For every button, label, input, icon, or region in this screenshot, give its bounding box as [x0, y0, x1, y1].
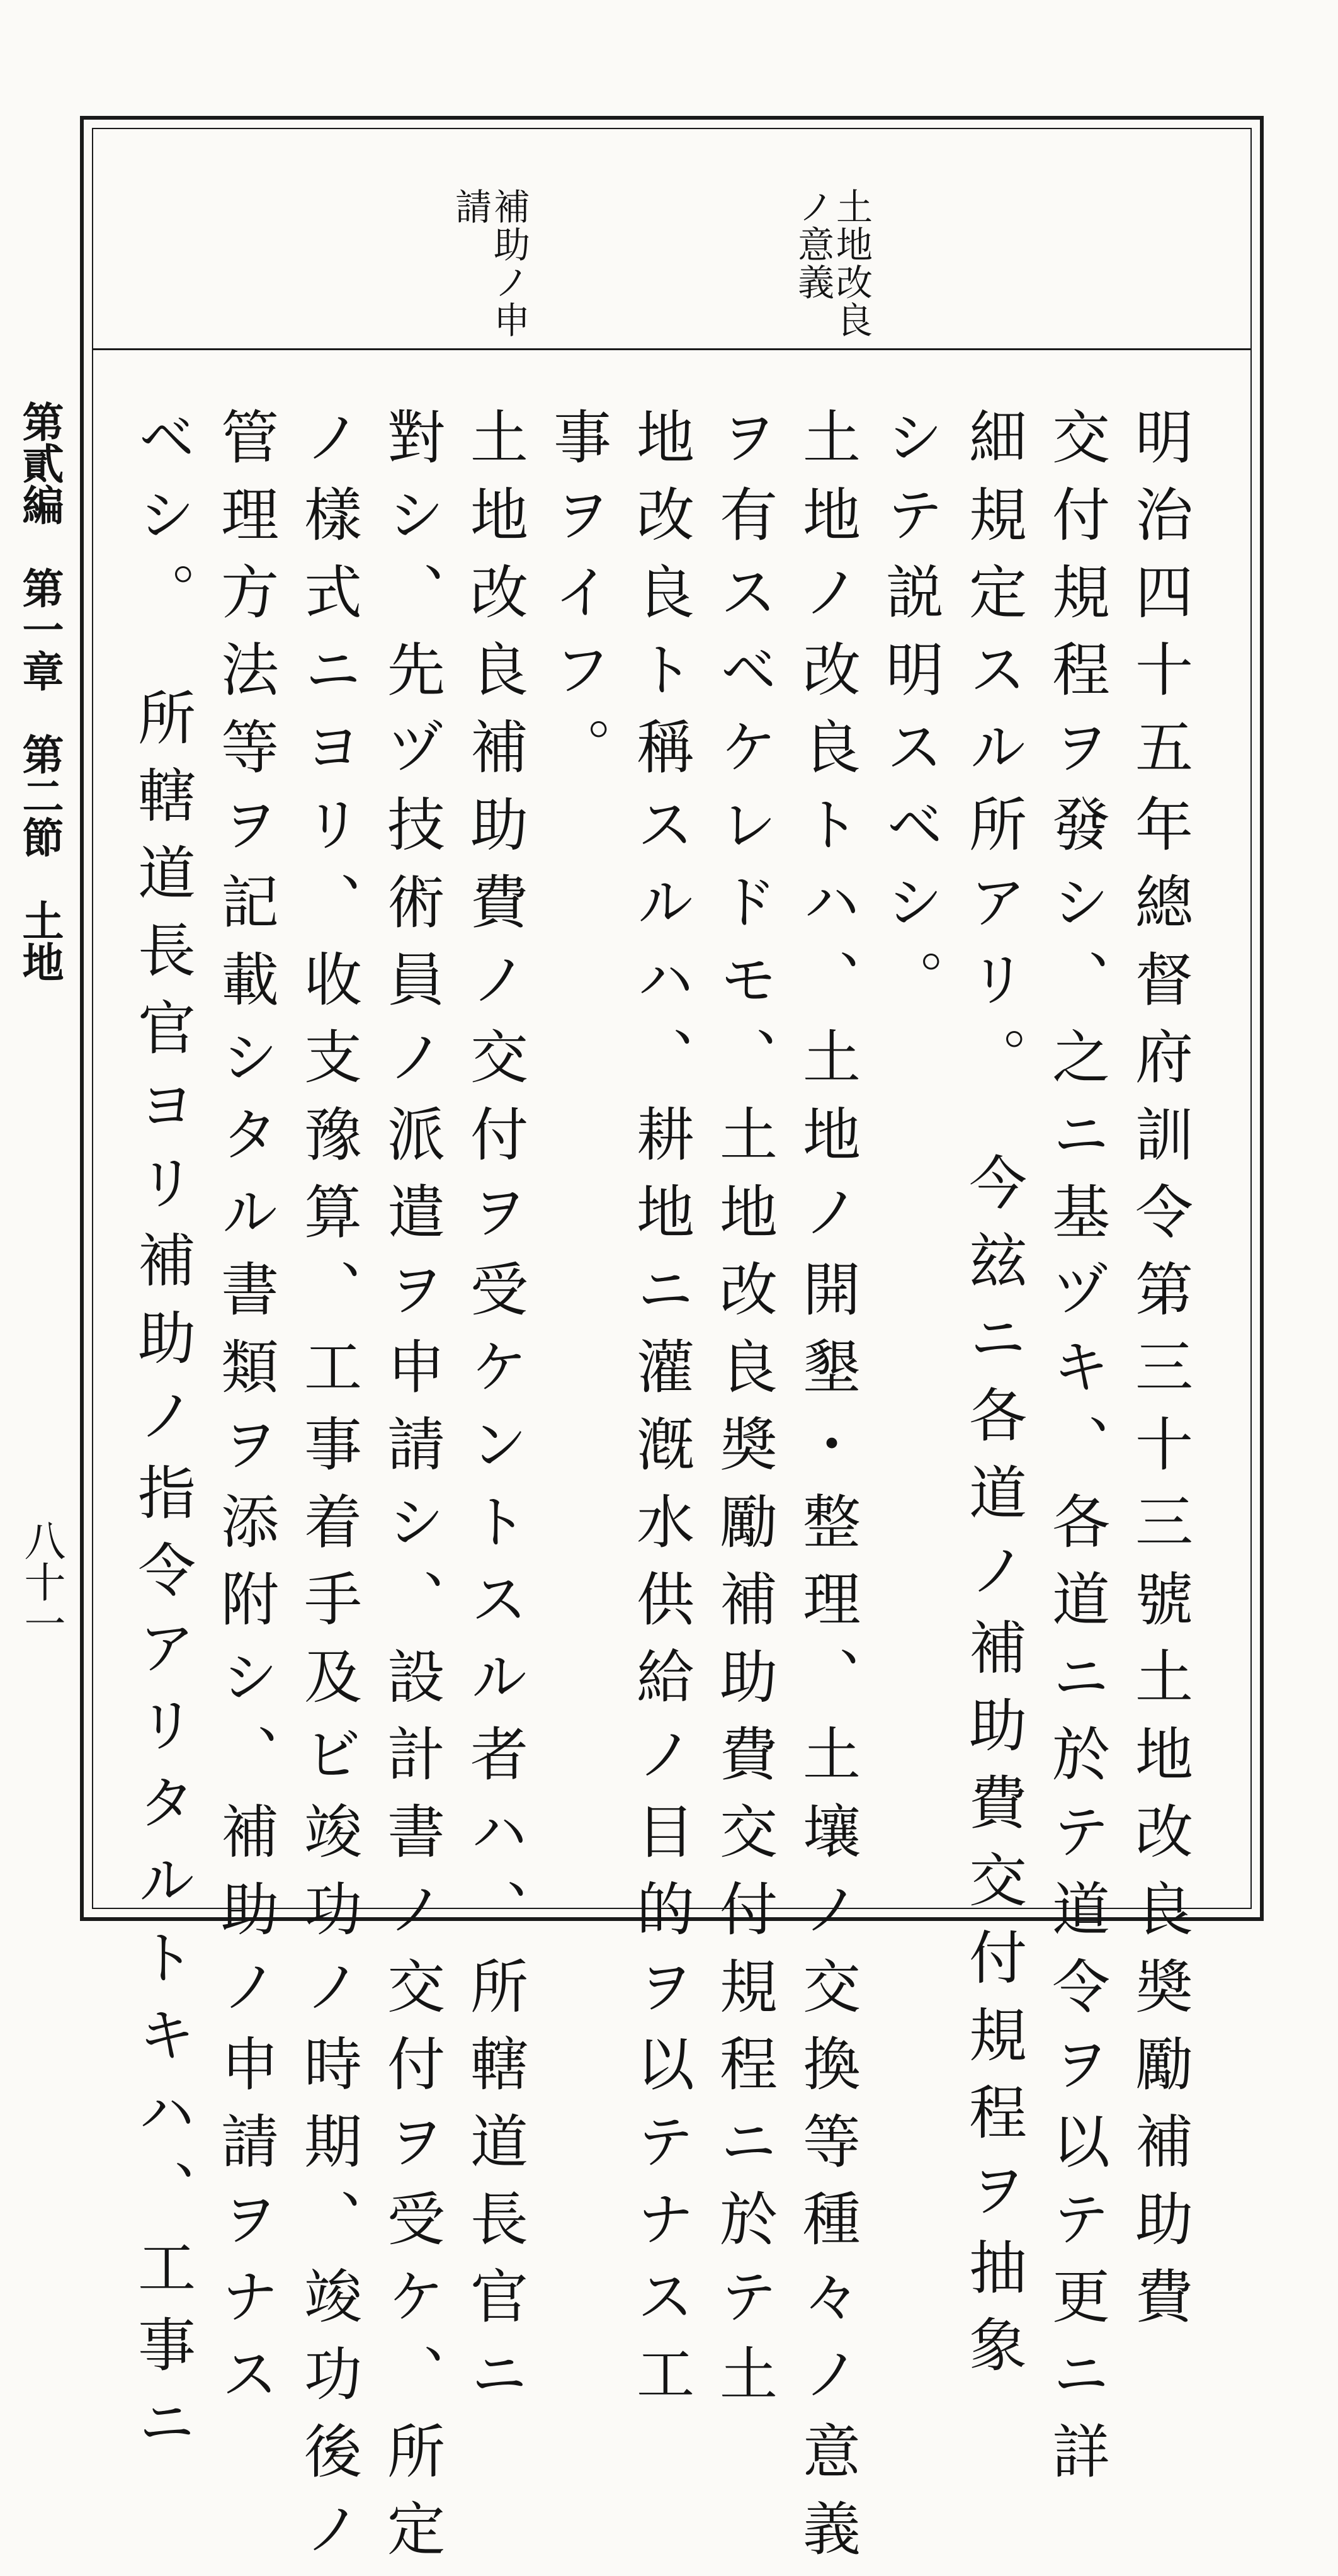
- body-column-12: 管理方法等ヲ記載シタル書類ヲ添附シ、補助ノ申請ヲナス: [212, 407, 279, 2421]
- page-number: 八十一: [17, 1519, 65, 1644]
- body-column-6: ヲ有スベケレドモ、土地改良奬勵補助費交付規程ニ於テ土: [710, 407, 778, 2421]
- body-column-3: 細規定スル所アリ。 今玆ニ各道ノ補助費交付規程ヲ抽象: [960, 407, 1027, 2392]
- margin-note-subsidy-application: 補助ノ申請: [449, 188, 530, 339]
- margin-note-land-improvement-meaning: 土地改良ノ意義: [791, 188, 873, 339]
- running-header: 第貳編 第一章 第二節 土地: [15, 401, 64, 983]
- body-column-10: 對シ、先ヅ技術員ノ派遣ヲ申請シ、設計書ノ交付ヲ受ケ、所定: [378, 407, 445, 2576]
- body-column-5: 土地ノ改良トハ、土地ノ開墾・整理、土壤ノ交換等種々ノ意義: [793, 407, 861, 2576]
- body-column-1: 明治四十五年總督府訓令第三十三號土地改良奬勵補助費: [1126, 407, 1193, 2344]
- body-column-2: 交付規程ヲ發シ、之ニ基ヅキ、各道ニ於テ道令ヲ以テ更ニ詳: [1043, 407, 1110, 2499]
- body-column-9: 土地改良補助費ノ交付ヲ受ケントスル者ハ、所轄道長官ニ: [461, 407, 528, 2421]
- body-column-4: シテ説明スベシ。: [876, 407, 944, 1027]
- body-column-11: ノ樣式ニヨリ、收支豫算、工事着手及ビ竣功ノ時期、竣功後ノ: [295, 407, 362, 2576]
- body-column-8: 事ヲイフ。: [544, 407, 611, 794]
- body-column-13: ベシ。 所轄道長官ヨリ補助ノ指令アリタルトキハ、工事ニ: [128, 407, 196, 2470]
- header-divider-line: [93, 348, 1250, 350]
- body-column-7: 地改良ト稱スルハ、耕地ニ灌漑水供給ノ目的ヲ以テナス工: [627, 407, 695, 2421]
